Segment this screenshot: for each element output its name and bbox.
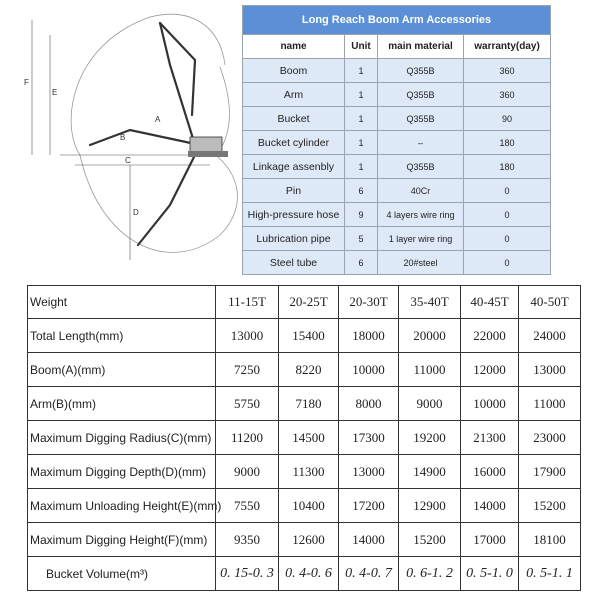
accessory-unit: 9: [345, 203, 378, 227]
spec-value: 12900: [399, 489, 461, 523]
arm-digging: [138, 145, 200, 245]
label-a: A: [155, 115, 161, 124]
spec-col-5: 40-50T: [519, 286, 581, 319]
accessories-table: [242, 5, 551, 275]
header-name: name: [243, 35, 345, 59]
accessory-unit: 1: [345, 155, 378, 179]
accessory-unit: 6: [345, 179, 378, 203]
spec-row-label: Maximum Unloading Height(E)(mm): [28, 489, 216, 523]
spec-row-label: Maximum Digging Radius(C)(mm): [28, 421, 216, 455]
accessory-row: [243, 203, 551, 227]
spec-value: 9000: [399, 387, 461, 421]
accessory-warranty: 180: [464, 155, 551, 179]
spec-value: 11000: [399, 353, 461, 387]
accessory-warranty: 90: [464, 107, 551, 131]
spec-value: 19200: [399, 421, 461, 455]
bucket-volume-value: 0. 4-0. 7: [339, 557, 399, 591]
spec-value: 7550: [216, 489, 279, 523]
spec-value: 17900: [519, 455, 581, 489]
accessory-warranty: 0: [464, 251, 551, 275]
spec-value: 15200: [519, 489, 581, 523]
accessory-unit: 5: [345, 227, 378, 251]
accessory-row: [243, 83, 551, 107]
accessory-material: –: [378, 131, 464, 155]
spec-value: 12600: [279, 523, 339, 557]
spec-value: 10000: [339, 353, 399, 387]
spec-row: [28, 353, 581, 387]
spec-value: 21300: [461, 421, 519, 455]
spec-value: 8000: [339, 387, 399, 421]
accessory-warranty: 180: [464, 131, 551, 155]
spec-row: [28, 319, 581, 353]
spec-row-label: Total Length(mm): [28, 319, 216, 353]
accessory-name: Bucket: [243, 107, 345, 131]
spec-value: 14500: [279, 421, 339, 455]
spec-row: [28, 387, 581, 421]
spec-row-label: Boom(A)(mm): [28, 353, 216, 387]
accessories-header-row: [243, 35, 551, 59]
accessory-row: [243, 131, 551, 155]
accessory-material: 1 layer wire ring: [378, 227, 464, 251]
spec-value: 14900: [399, 455, 461, 489]
spec-row-label: Arm(B)(mm): [28, 387, 216, 421]
spec-row: [28, 455, 581, 489]
accessory-row: [243, 107, 551, 131]
spec-col-3: 35-40T: [399, 286, 461, 319]
accessory-row: [243, 227, 551, 251]
accessory-warranty: 0: [464, 203, 551, 227]
bucket-volume-label: Bucket Volume(m³): [28, 557, 216, 591]
accessory-name: Lubrication pipe: [243, 227, 345, 251]
spec-col-4: 40-45T: [461, 286, 519, 319]
accessory-row: [243, 59, 551, 83]
spec-value: 7250: [216, 353, 279, 387]
spec-col-0: 11-15T: [216, 286, 279, 319]
spec-value: 10000: [461, 387, 519, 421]
accessory-unit: 1: [345, 107, 378, 131]
accessory-unit: 1: [345, 83, 378, 107]
header-unit: Unit: [345, 35, 378, 59]
spec-value: 10400: [279, 489, 339, 523]
digging-envelope-lower: [80, 145, 237, 252]
spec-value: 22000: [461, 319, 519, 353]
header-warranty: warranty(day): [464, 35, 551, 59]
accessory-warranty: 360: [464, 59, 551, 83]
accessory-name: Boom: [243, 59, 345, 83]
accessory-material: 20#steel: [378, 251, 464, 275]
spec-value: 18100: [519, 523, 581, 557]
spec-value: 13000: [216, 319, 279, 353]
accessory-material: Q355B: [378, 107, 464, 131]
accessory-warranty: 0: [464, 227, 551, 251]
bucket-volume-row: [28, 557, 581, 591]
bucket-volume-value: 0. 6-1. 2: [399, 557, 461, 591]
accessory-unit: 1: [345, 59, 378, 83]
bucket-volume-value: 0. 15-0. 3: [216, 557, 279, 591]
label-c: C: [125, 156, 131, 165]
specification-table: [27, 285, 581, 591]
spec-value: 5750: [216, 387, 279, 421]
spec-header-row: [28, 286, 581, 319]
accessory-name: Linkage assenbly: [243, 155, 345, 179]
label-b: B: [120, 133, 126, 142]
boom-extended: [90, 130, 200, 145]
header-material: main material: [378, 35, 464, 59]
excavator-working-range-diagram: [20, 5, 240, 275]
spec-value: 11000: [519, 387, 581, 421]
spec-value: 7180: [279, 387, 339, 421]
accessory-name: Steel tube: [243, 251, 345, 275]
bucket-volume-value: 0. 5-1. 0: [461, 557, 519, 591]
spec-value: 9000: [216, 455, 279, 489]
spec-header-label: Weight: [28, 286, 216, 319]
spec-value: 15400: [279, 319, 339, 353]
spec-value: 24000: [519, 319, 581, 353]
bucket-volume-value: 0. 5-1. 1: [519, 557, 581, 591]
spec-value: 17000: [461, 523, 519, 557]
accessory-material: Q355B: [378, 155, 464, 179]
excavator-track: [188, 151, 228, 157]
spec-value: 9350: [216, 523, 279, 557]
excavator-body: [190, 137, 222, 153]
accessory-name: Arm: [243, 83, 345, 107]
label-f: F: [24, 78, 29, 87]
spec-col-2: 20-30T: [339, 286, 399, 319]
accessory-warranty: 360: [464, 83, 551, 107]
spec-value: 13000: [519, 353, 581, 387]
accessory-row: [243, 179, 551, 203]
accessory-row: [243, 155, 551, 179]
spec-row: [28, 421, 581, 455]
spec-value: 11300: [279, 455, 339, 489]
label-e: E: [52, 88, 58, 97]
spec-value: 12000: [461, 353, 519, 387]
accessory-unit: 6: [345, 251, 378, 275]
spec-value: 14000: [461, 489, 519, 523]
accessory-name: Pin: [243, 179, 345, 203]
spec-value: 13000: [339, 455, 399, 489]
accessory-name: Bucket cylinder: [243, 131, 345, 155]
spec-row-label: Maximum Digging Depth(D)(mm): [28, 455, 216, 489]
spec-value: 14000: [339, 523, 399, 557]
spec-row-label: Maximum Digging Height(F)(mm): [28, 523, 216, 557]
accessory-material: Q355B: [378, 83, 464, 107]
accessory-unit: 1: [345, 131, 378, 155]
accessory-material: Q355B: [378, 59, 464, 83]
label-d: D: [133, 208, 139, 217]
spec-value: 8220: [279, 353, 339, 387]
accessory-row: [243, 251, 551, 275]
accessory-name: High-pressure hose: [243, 203, 345, 227]
spec-value: 23000: [519, 421, 581, 455]
spec-value: 15200: [399, 523, 461, 557]
spec-value: 16000: [461, 455, 519, 489]
spec-value: 18000: [339, 319, 399, 353]
accessory-warranty: 0: [464, 179, 551, 203]
arm-raised: [160, 23, 195, 115]
bucket-volume-value: 0. 4-0. 6: [279, 557, 339, 591]
spec-value: 11200: [216, 421, 279, 455]
accessory-material: 40Cr: [378, 179, 464, 203]
accessories-title: Long Reach Boom Arm Accessories: [243, 6, 551, 35]
spec-value: 17300: [339, 421, 399, 455]
spec-value: 20000: [399, 319, 461, 353]
spec-row: [28, 523, 581, 557]
spec-row: [28, 489, 581, 523]
accessory-material: 4 layers wire ring: [378, 203, 464, 227]
spec-col-1: 20-25T: [279, 286, 339, 319]
spec-value: 17200: [339, 489, 399, 523]
